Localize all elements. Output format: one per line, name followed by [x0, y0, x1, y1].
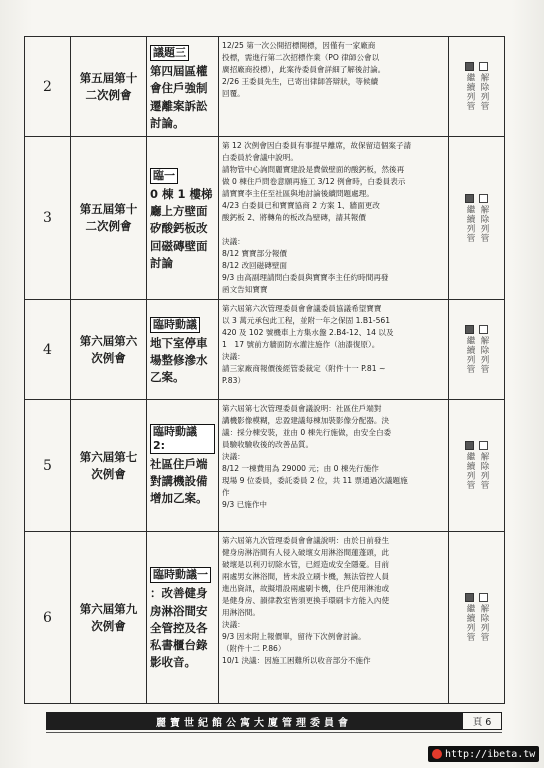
meeting-name: 第五屆第十二次例會 — [71, 37, 147, 137]
description-line: 第 12 次例會因白委員有事提早離席，故保留這個案子請 — [222, 141, 412, 150]
description-line: 決議： — [222, 352, 245, 361]
topic-text: 地下室停車場整修滲水乙案。 — [150, 335, 208, 385]
description-line: 420 及 102 號機車上方集水盤 2.B4-12、14 以及 — [222, 328, 394, 337]
description-cell — [219, 400, 449, 532]
continue-label: 繼續列管 — [465, 204, 475, 243]
description-cell — [219, 300, 449, 400]
release-label: 解除列管 — [479, 452, 489, 490]
topic-text: 社區住戶端對講機設備增加乙案。 — [150, 456, 208, 506]
description-line: 9/3 由高副理請問白委員與寶寶李主任約時間再發 — [222, 273, 389, 282]
description-line: 健身房淋浴間有人侵入破壞女用淋浴間蓮蓬頭，此 — [222, 548, 390, 557]
description-line: 2/26 王委員先生，已寄出律師答辯狀，等候續 — [222, 77, 379, 86]
release-checkbox[interactable] — [479, 194, 488, 203]
description-line: 函文告知寶寶 — [222, 285, 268, 294]
description-line: 員驗收驗收後的改善品質。 — [222, 440, 314, 449]
description-line: 請三家廠商報價後經管委裁定（附件十一 P.81 ~ — [222, 364, 386, 373]
description-line: 是健身房、韻律教室皆須更換手環刷卡方能入內使 — [222, 596, 390, 605]
description-line: 決議： — [222, 237, 245, 246]
description-cell — [219, 37, 449, 137]
description-line: 作 — [222, 488, 230, 497]
description-line: P.83） — [222, 376, 246, 385]
row-number: 2 — [25, 37, 71, 137]
topic-cell — [147, 532, 219, 704]
topic-cell — [147, 137, 219, 300]
description-line: 9/3 已施作中 — [222, 500, 268, 509]
description-line: 第六屆第六次管理委員會會議委員協議希望寶寶 — [222, 304, 382, 313]
release-checkbox[interactable] — [479, 62, 488, 71]
topic-tag: 臨一 — [150, 168, 178, 184]
description-line: 請寶寶李主任至社區與地討論後續問題處理。 — [222, 189, 374, 198]
description-line: 9/3 因未附上報價單，留待下次例會討論。 — [222, 632, 366, 641]
description-line: 請物管中心詢問麗寶建設是費做壁面的酸鈣板，然後再 — [222, 165, 405, 174]
table-row — [25, 532, 505, 704]
description-line: 兩處男女淋浴間，皆未設立刷卡機，無法管控人員 — [222, 572, 390, 581]
status-options — [451, 325, 502, 374]
status-option-release[interactable] — [478, 62, 489, 111]
topic-cell — [147, 300, 219, 400]
release-checkbox[interactable] — [479, 325, 488, 334]
description-line: 回覆。 — [222, 89, 245, 98]
status-options — [451, 194, 502, 243]
table-row — [25, 37, 505, 137]
status-option-continue[interactable] — [464, 194, 475, 243]
meeting-name: 第六屆第六次例會 — [71, 300, 147, 400]
continue-label: 繼續列管 — [465, 604, 475, 642]
description-cell — [219, 532, 449, 704]
row-number: 4 — [25, 300, 71, 400]
table-row — [25, 300, 505, 400]
description-line: 決議： — [222, 452, 245, 461]
row-number: 6 — [25, 532, 71, 704]
topic-text: 0 棟 1 樓梯廳上方壁面矽酸鈣板改回磁磚壁面討論 — [150, 186, 213, 270]
description-line: 白委員於會議中說明。 — [222, 153, 298, 162]
continue-checkbox[interactable] — [465, 441, 474, 450]
topic-tag: 臨時動議 — [150, 317, 200, 333]
description-line: 10/1 決議：因施工困難所以收音部分不施作 — [222, 656, 371, 665]
description-line: 8/12 一棟費用為 29000 元；由 0 棟先行施作 — [222, 464, 379, 473]
description-line: 8/12 寶寶部分報價 — [222, 249, 288, 258]
status-cell — [449, 137, 505, 300]
description-line: 做 0 棟住戶問卷意願再施工 3/12 例會時，白委員表示 — [222, 177, 406, 186]
description-line: 破壞是以利刃切除水管，已經造成安全隱憂。目前 — [222, 560, 390, 569]
description-line: 酸鈣板 2、將轉角的板改為壁磚，請其報價 — [222, 213, 366, 222]
row-number: 5 — [25, 400, 71, 532]
status-option-continue[interactable] — [464, 593, 475, 642]
status-cell — [449, 300, 505, 400]
topic-cell — [147, 37, 219, 137]
description-line: 12/25 第一次公開招標開標，因僅有一家廠商 — [222, 41, 376, 50]
continue-label: 繼續列管 — [465, 452, 475, 490]
watermark-text: http://ibeta.tw — [445, 748, 536, 760]
description-line: 4/23 白委員已和寶寶協商 2 方案 1、牆面更改 — [222, 201, 380, 210]
description-line: （附件十二 P.86） — [222, 644, 286, 653]
status-option-release[interactable] — [478, 441, 489, 490]
topic-cell — [147, 400, 219, 532]
continue-label: 繼續列管 — [465, 336, 475, 374]
description-cell — [219, 137, 449, 300]
description-line — [222, 224, 445, 236]
description-line: 第六屆第七次管理委員會議說明：社區住戶端對 — [222, 404, 382, 413]
status-option-release[interactable] — [478, 194, 489, 243]
watermark-logo-icon — [432, 749, 442, 759]
continue-checkbox[interactable] — [465, 593, 474, 602]
description-line: 1 17 號前方牆面防水灌注施作（油漆復原）。 — [222, 340, 380, 349]
release-checkbox[interactable] — [479, 593, 488, 602]
description-line: 投標，需進行第二次招標作業（PO 律師公會以 — [222, 53, 380, 62]
release-label: 解除列管 — [479, 336, 489, 374]
description-line: 8/12 改回磁磚壁面 — [222, 261, 288, 270]
continue-checkbox[interactable] — [465, 194, 474, 203]
table-row — [25, 137, 505, 300]
meeting-name: 第六屆第九次例會 — [71, 532, 147, 704]
description-line: 廣招廠商投標），此案待委員會詳細了解後討論。 — [222, 65, 386, 74]
release-label: 解除列管 — [479, 604, 489, 642]
description-line: 用淋浴間。 — [222, 608, 260, 617]
status-cell — [449, 400, 505, 532]
status-option-continue[interactable] — [464, 62, 475, 111]
release-label: 解除列管 — [479, 73, 489, 111]
status-option-continue[interactable] — [464, 325, 475, 374]
watermark — [428, 746, 539, 762]
release-label: 解除列管 — [479, 204, 489, 243]
status-option-release[interactable] — [478, 593, 489, 642]
table-row — [25, 400, 505, 532]
meeting-name: 第五屆第十二次例會 — [71, 137, 147, 300]
description-line: 第六屆第九次管理委員會會議說明：由於日前發生 — [222, 536, 390, 545]
description-line: 議：採分棟安裝，並由 0 棟先行施做，由安全白委 — [222, 428, 392, 437]
row-number: 3 — [25, 137, 71, 300]
status-options — [451, 62, 502, 111]
description-line: 決議： — [222, 620, 245, 629]
topic-tag: 議題三 — [150, 45, 189, 61]
status-cell — [449, 532, 505, 704]
continue-checkbox[interactable] — [465, 325, 474, 334]
status-cell — [449, 37, 505, 137]
description-line: 進出資訊，故擬增設兩處刷卡機，住戶使用淋池或 — [222, 584, 390, 593]
status-options — [451, 593, 502, 642]
description-line: 現場 9 位委員，委託委員 2 位，共 11 票通過次議題施 — [222, 476, 408, 485]
topic-tag: 臨時動議一 — [150, 567, 211, 583]
status-option-continue[interactable] — [464, 441, 475, 490]
topic-text: ：改善健身房淋浴間安全管控及各私書櫃台錄影收音。 — [150, 586, 208, 670]
topic-text: 第四屆區權會住戶強制遷離案訴訟討論。 — [150, 64, 208, 130]
continue-checkbox[interactable] — [465, 62, 474, 71]
topic-tag: 臨時動議 2: — [150, 424, 215, 454]
continue-label: 繼續列管 — [465, 73, 475, 111]
page-number: 頁 6 — [462, 712, 502, 730]
meeting-name: 第六屆第七次例會 — [71, 400, 147, 532]
description-line: 講機影像模糊，忠盈建議每棟加裝影像分配器。決 — [222, 416, 390, 425]
footer-committee-title: 麗寶世紀館公寓大廈管理委員會 — [46, 712, 462, 730]
status-option-release[interactable] — [478, 325, 489, 374]
footer-divider — [46, 732, 502, 733]
minutes-table — [24, 36, 505, 704]
status-options — [451, 441, 502, 490]
description-line: 以 3 萬元承包此工程，並附一年之保固 1.B1-561 — [222, 316, 391, 325]
release-checkbox[interactable] — [479, 441, 488, 450]
